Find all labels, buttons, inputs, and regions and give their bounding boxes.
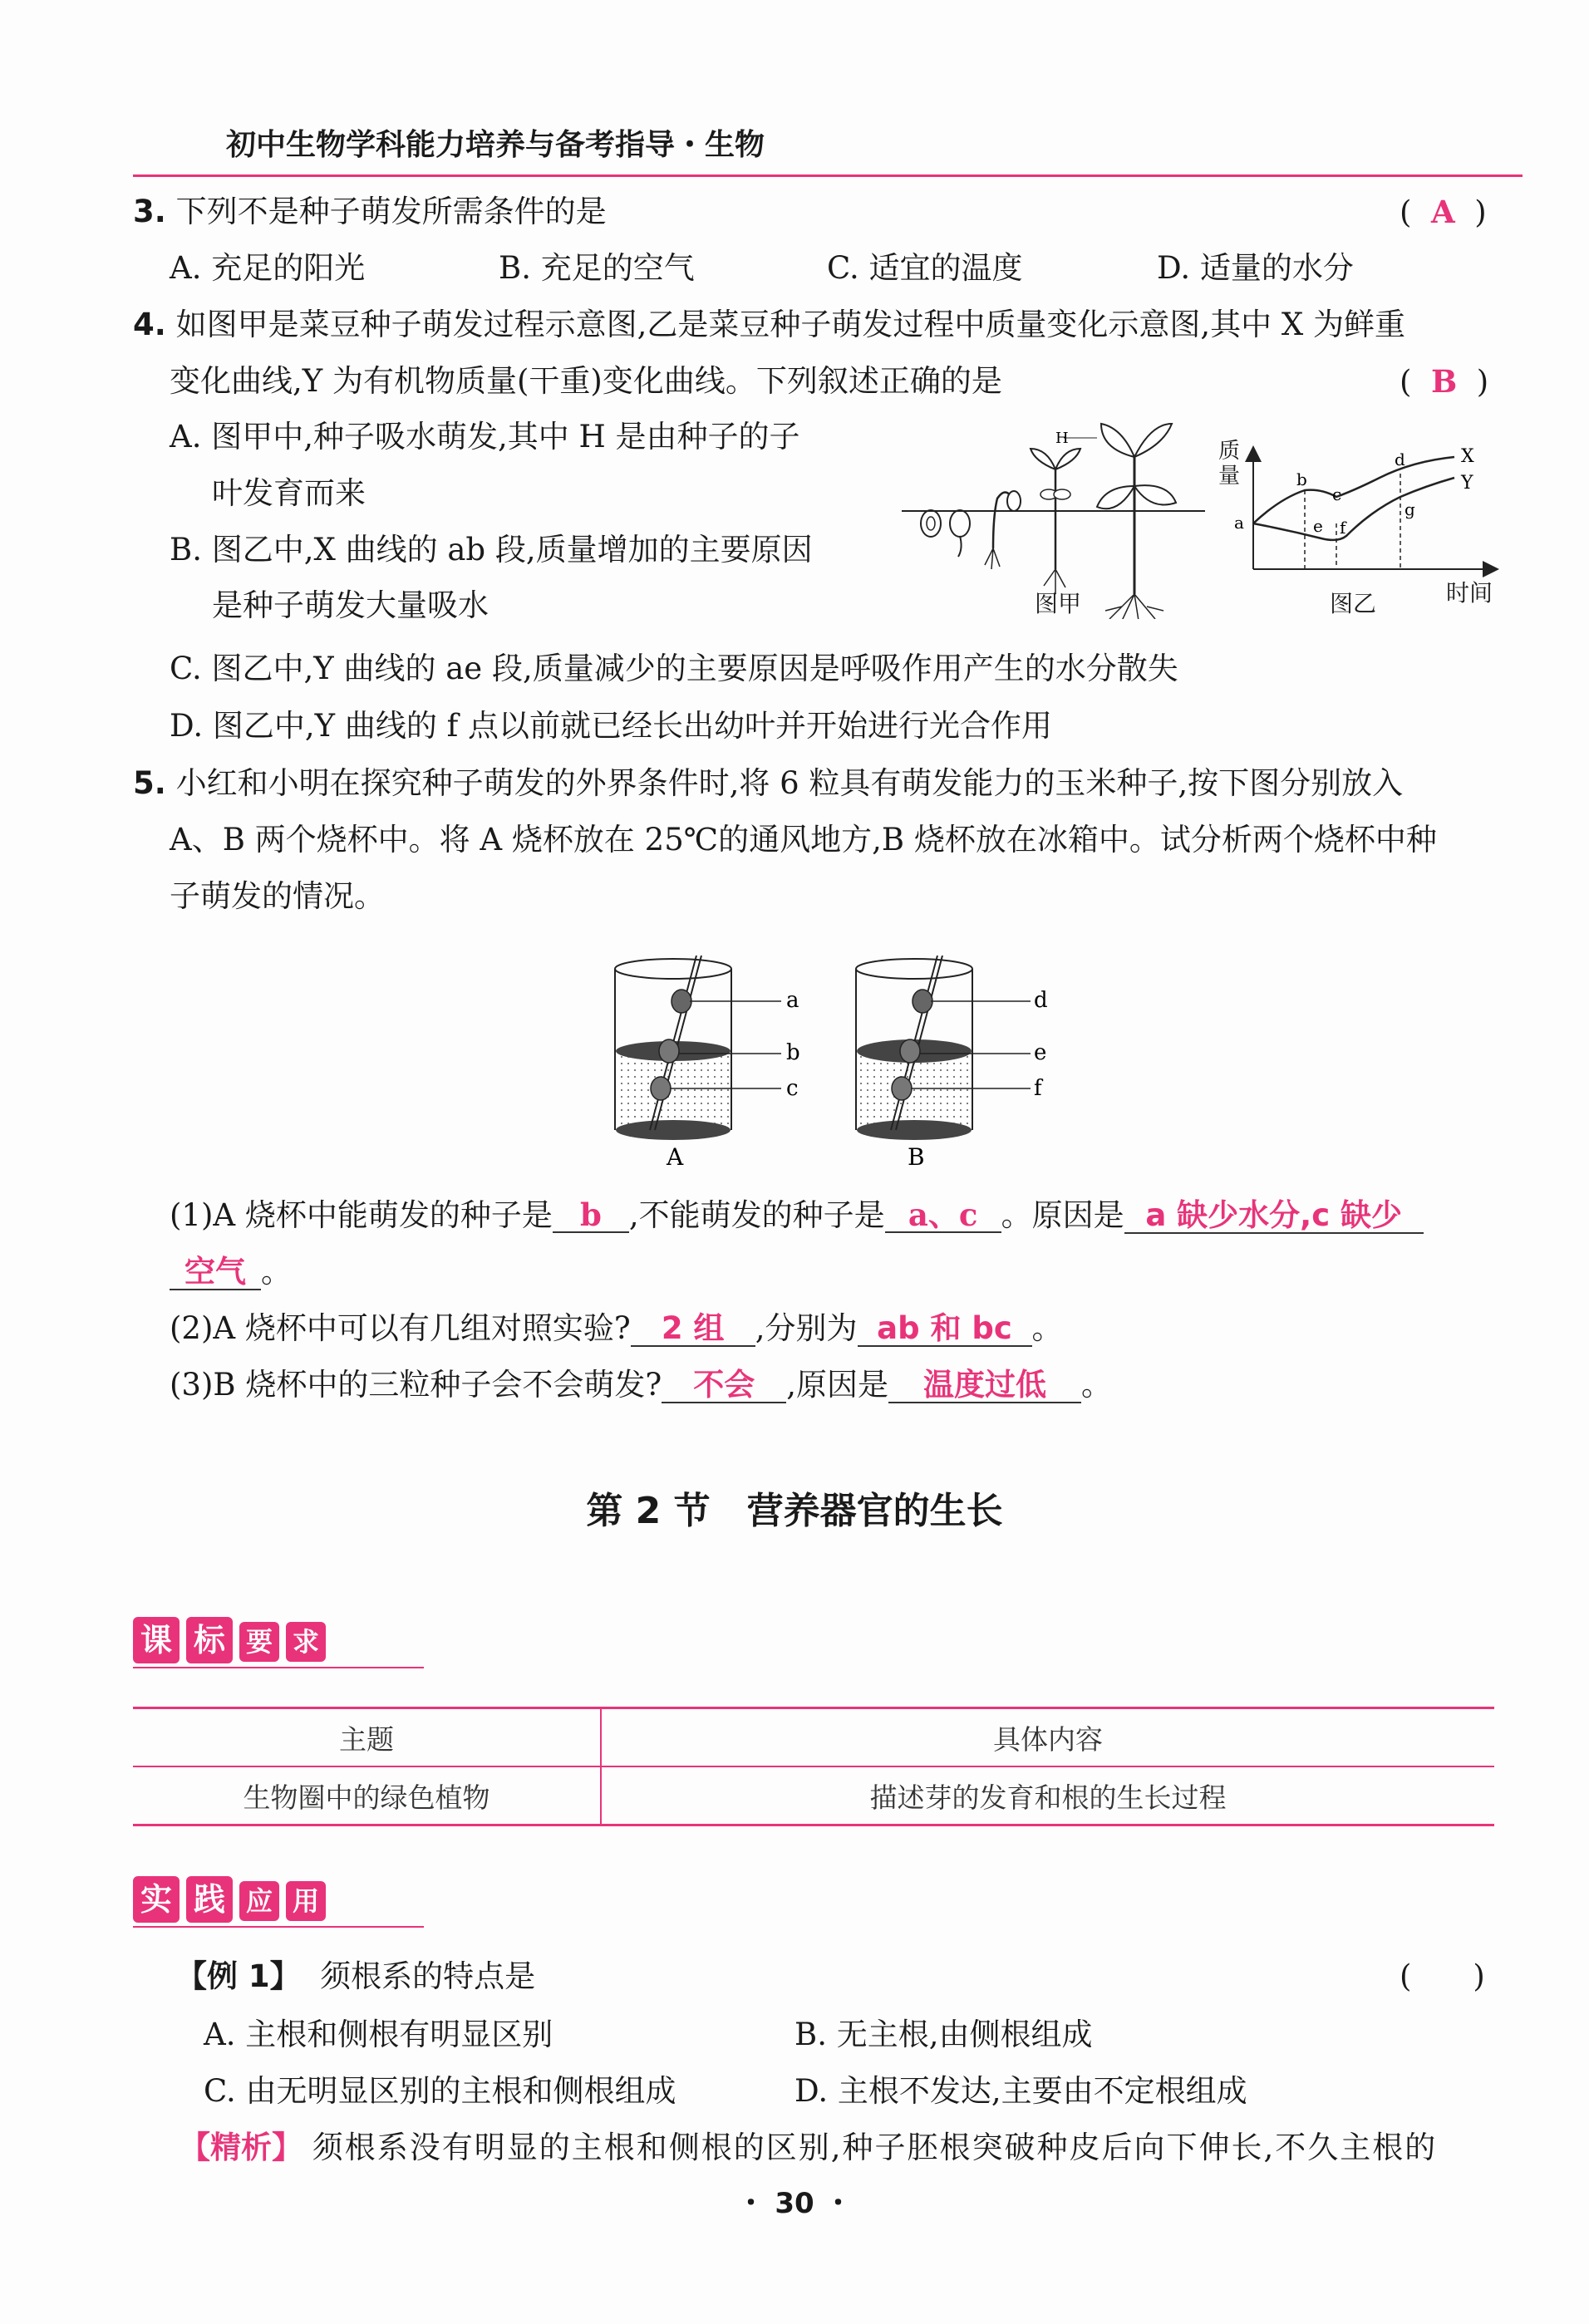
question-4-stem-line1: 4. 如图甲是菜豆种子萌发过程示意图,乙是菜豆种子萌发过程中质量变化示意图,其中 X 为鲜重 <box>133 307 1405 342</box>
q3-option-b: B. 充足的空气 <box>499 250 695 286</box>
question-3-stem: 3. 下列不是种子萌发所需条件的是 <box>133 194 607 229</box>
banner-char: 求 <box>286 1622 326 1662</box>
label-c: c <box>1332 484 1342 504</box>
seed-label-d: d <box>1034 988 1048 1013</box>
label-a: a <box>1234 513 1244 533</box>
kebiao-banner <box>133 1615 424 1673</box>
question-5-stem-line2: A、B 两个烧杯中。将 A 烧杯放在 25℃的通风地方,B 烧杯放在冰箱中。试分析两个烧杯中种 <box>170 822 1437 857</box>
figure-yi-ylabel: 质 量 <box>1218 439 1241 489</box>
shijian-banner <box>133 1874 424 1933</box>
q3-option-d: D. 适量的水分 <box>1157 250 1354 286</box>
analysis-line: 【精析】 须根系没有明显的主根和侧根的区别,种子胚根突破种皮后向下伸长,不久主根的 <box>180 2130 1438 2165</box>
banner-char: 要 <box>239 1622 279 1662</box>
answer-blank[interactable]: b <box>553 1198 629 1233</box>
q4-option-d: D. 图乙中,Y 曲线的 f 点以前就已经长出幼叶并开始进行光合作用 <box>170 708 1053 744</box>
figure-jia-caption: 图甲 <box>1035 590 1082 617</box>
ex1-option-a: A. 主根和侧根有明显区别 <box>204 2017 553 2052</box>
beaker-b-label: B <box>908 1143 925 1171</box>
seed-label-c: c <box>786 1076 799 1101</box>
figure-yi-caption: 图乙 <box>1330 590 1377 617</box>
answer-blank[interactable]: 温度过低 <box>888 1368 1081 1403</box>
q4-option-c: C. 图乙中,Y 曲线的 ae 段,质量减少的主要原因是呼吸作用产生的水分散失 <box>170 651 1178 686</box>
answer-blank[interactable]: 不会 <box>662 1368 786 1403</box>
label-X: X <box>1461 446 1474 467</box>
table-cell: 生物圈中的绿色植物 <box>133 1766 601 1825</box>
table-header: 具体内容 <box>993 1722 1103 1756</box>
q3-option-a: A. 充足的阳光 <box>170 250 366 286</box>
beakers-figure <box>607 956 1072 1172</box>
header-rule <box>133 174 1523 177</box>
question-5-stem-line1: 5. 小红和小明在探究种子萌发的外界条件时,将 6 粒具有萌发能力的玉米种子,按下图分别放入 <box>133 765 1404 801</box>
label-d: d <box>1395 450 1405 469</box>
ex1-option-d: D. 主根不发达,主要由不定根组成 <box>794 2073 1247 2109</box>
q5-sub2: (2)A 烧杯中可以有几组对照实验? 2 组 ,分别为 ab 和 bc 。 <box>170 1310 1063 1346</box>
question-4-stem-line2: 变化曲线,Y 为有机物质量(干重)变化曲线。下列叙述正确的是 <box>170 363 1002 399</box>
beaker-a <box>615 956 800 1171</box>
seed-label-a: a <box>786 988 799 1013</box>
q5-sub1-line1: (1)A 烧杯中能萌发的种子是 b ,不能萌发的种子是 a、c 。原因是 a 缺少水分,c 缺少 <box>170 1196 1424 1235</box>
seed-label-b: b <box>786 1040 800 1065</box>
table-cell: 描述芽的发育和根的生长过程 <box>869 1781 1227 1814</box>
answer-blank[interactable]: ab 和 bc <box>858 1312 1032 1347</box>
label-f: f <box>1340 518 1346 538</box>
banner-char: 标 <box>186 1617 233 1663</box>
beaker-b <box>856 956 1048 1171</box>
page-number: ・ 30 ・ <box>736 2187 853 2220</box>
banner-char: 用 <box>286 1881 326 1921</box>
seed-label-f: f <box>1034 1076 1042 1101</box>
label-b: b <box>1296 469 1307 489</box>
label-Y: Y <box>1461 473 1473 494</box>
question-4-answer: ( B ) <box>1400 363 1489 400</box>
beaker-a-label: A <box>667 1143 684 1171</box>
q4-option-a-line2: 叶发育而来 <box>212 475 366 511</box>
banner-char: 践 <box>186 1876 233 1923</box>
q3-option-c: C. 适宜的温度 <box>827 250 1023 286</box>
question-3-answer: ( A ) <box>1400 194 1487 230</box>
answer-blank[interactable]: a 缺少水分,c 缺少 <box>1124 1199 1424 1234</box>
answer-blank[interactable]: 空气 <box>170 1255 261 1290</box>
banner-char: 应 <box>239 1881 279 1921</box>
label-g: g <box>1405 499 1415 519</box>
q4-option-b-line2: 是种子萌发大量吸水 <box>212 587 489 623</box>
example-1-paren: ( ) <box>1400 1958 1485 1994</box>
answer-blank[interactable]: 2 组 <box>631 1312 755 1347</box>
answer-blank[interactable]: a、c <box>885 1198 1001 1233</box>
analysis-label: 【精析】 <box>180 2130 303 2165</box>
ex1-option-c: C. 由无明显区别的主根和侧根组成 <box>204 2073 676 2109</box>
ex1-option-b: B. 无主根,由侧根组成 <box>794 2017 1093 2052</box>
figure-yi-xlabel: 时间 <box>1446 579 1493 607</box>
example-1-stem: 【例 1】 须根系的特点是 <box>176 1958 536 1994</box>
seed-label-e: e <box>1034 1040 1047 1065</box>
q4-option-b-line1: B. 图乙中,X 曲线的 ab 段,质量增加的主要原因 <box>170 532 813 567</box>
q4-option-a-line1: A. 图甲中,种子吸水萌发,其中 H 是由种子的子 <box>170 419 800 454</box>
label-e: e <box>1313 516 1323 536</box>
q5-sub1-line2: 空气 。 <box>170 1253 292 1291</box>
running-header: 初中生物学科能力培养与备考指导・生物 <box>226 128 765 162</box>
banner-char: 实 <box>133 1876 180 1923</box>
banner-char: 课 <box>133 1617 180 1663</box>
table-header: 主题 <box>133 1708 601 1767</box>
curriculum-table <box>133 1707 1494 1826</box>
question-5-stem-line3: 子萌发的情况。 <box>170 878 385 914</box>
q5-sub3: (3)B 烧杯中的三粒种子会不会萌发? 不会 ,原因是 温度过低 。 <box>170 1367 1112 1403</box>
section-title: 第 2 节 营养器官的生长 <box>586 1490 1003 1532</box>
label-H: H <box>1055 430 1069 447</box>
